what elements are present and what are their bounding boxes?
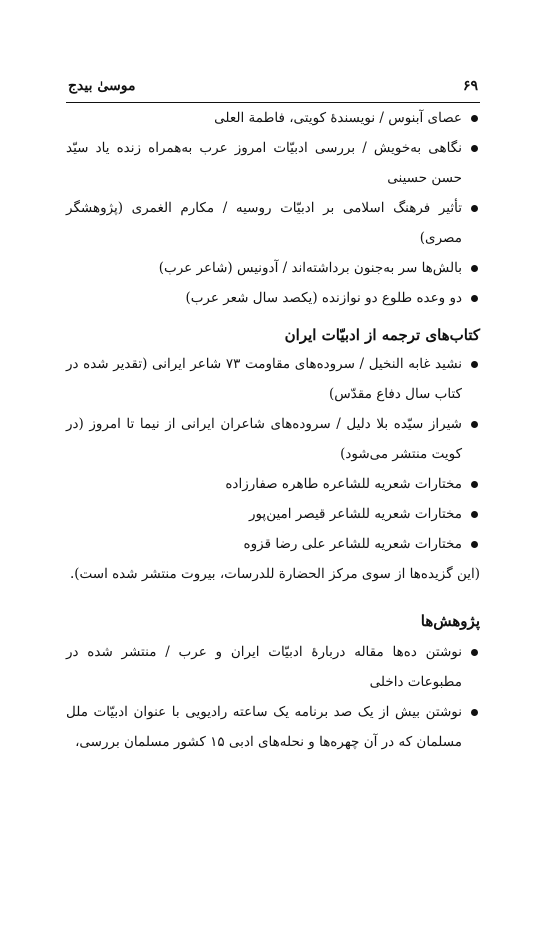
list-item: دو وعده طلوع دو نوازنده (یکصد سال شعر عرب) [66,283,480,313]
running-title: موسیٰ بیدج [68,78,136,94]
list-item: نگاهی به‌خویش / بررسی ادبیّات امروز عرب به‌همراه زنده یاد سیّد حسن حسینی [66,133,480,193]
list-item: مختارات شعریه للشاعره طاهره صفارزاده [66,469,480,499]
list-item: نوشتن ده‌ها مقاله دربارهٔ ادبیّات ایران و عرب / منتشر شده در مطبوعات داخلی [66,637,480,697]
iran-translations-list [66,349,480,559]
publication-note: (این گزیده‌ها از سوی مرکز الحضارة للدرسات، بیروت منتشر شده است). [69,566,480,582]
page-number: ۶۹ [462,78,478,94]
list-item: مختارات شعریه للشاعر علی رضا قزوه [66,529,480,559]
list-item: شیراز سیّده بلا دلیل / سروده‌های شاعران ایرانی از نیما تا امروز (در کویت منتشر می‌شود) [66,409,480,469]
list-item: مختارات شعریه للشاعر قیصر امین‌پور [66,499,480,529]
translated-books-list [66,103,480,313]
page-header [66,78,480,98]
list-item: تأثیر فرهنگ اسلامی بر ادبیّات روسیه / مکارم الغمری (پژوهشگر مصری) [66,193,480,253]
list-item: عصای آبنوس / نویسندهٔ کویتی، فاطمة العلی [66,103,480,133]
section-heading-iran-translations: کتاب‌های ترجمه از ادبیّات ایران [284,326,480,344]
section-heading-research: پژوهش‌ها [420,612,480,630]
list-item: بالش‌ها سر به‌جنون برداشته‌اند / آدونیس (شاعر عرب) [66,253,480,283]
list-item: نوشتن بیش از یک صد برنامه یک ساعته رادیویی با عنوان ادبیّات ملل مسلمان که در آن چهره‌ها و نحله‌های ادبی ۱۵ کشور مسلمان بررسی، [66,697,480,757]
book-page [66,78,480,757]
research-list [66,637,480,757]
list-item: نشید غابه النخیل / سروده‌های مقاومت ۷۳ شاعر ایرانی (تقدیر شده در کتاب سال دفاع مقدّس) [66,349,480,409]
